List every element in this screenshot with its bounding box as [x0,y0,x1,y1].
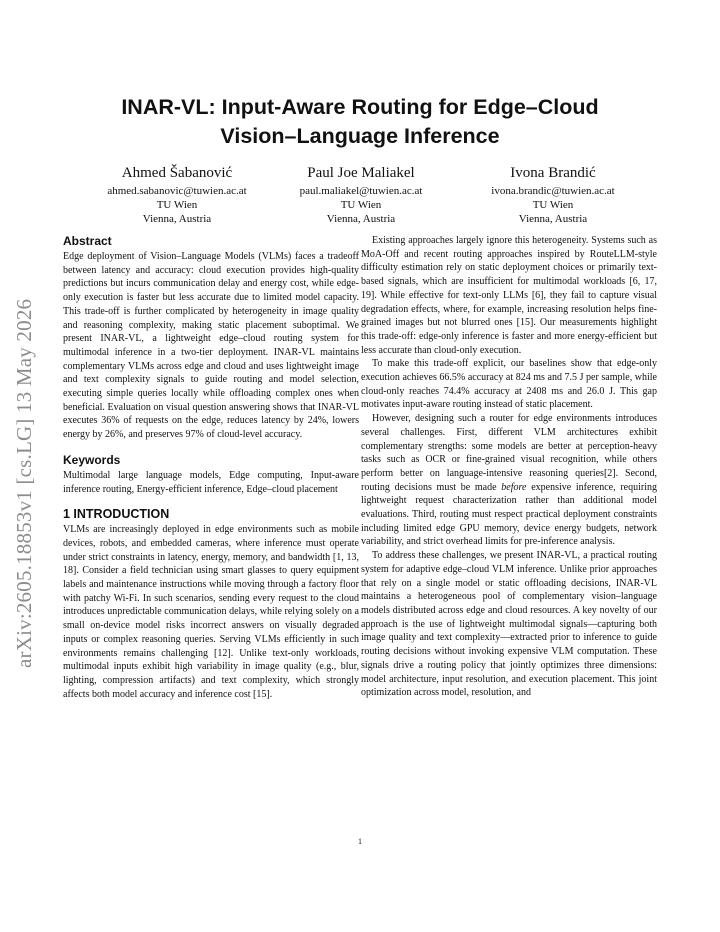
introduction-heading: 1 INTRODUCTION [63,507,170,522]
arxiv-identifier: arXiv:2605.18853v1 [cs.LG] 13 May 2026 [12,298,36,668]
emphasized-word: before [501,481,527,493]
left-column [63,234,359,701]
page-number: 1 [358,837,362,846]
paper-title [60,93,660,151]
author-block [256,164,466,226]
keywords-heading: Keywords [63,452,121,467]
author-email: ahmed.sabanovic@tuwien.ac.at [107,185,247,197]
author-block [448,164,658,226]
author-location: Vienna, Austria [142,213,212,225]
author-email: paul.maliakel@tuwien.ac.at [299,185,423,197]
author-name: Paul Joe Maliakel [307,165,415,181]
paper-title-line-2: Vision–Language Inference [220,124,500,148]
author-affiliation: TU Wien [340,199,382,211]
author-affiliation: TU Wien [156,199,198,211]
body-paragraph [361,412,657,549]
abstract-heading: Abstract [63,234,112,248]
author-location: Vienna, Austria [326,213,396,225]
author-location: Vienna, Austria [518,213,588,225]
body-paragraph: Existing approaches largely ignore this heterogeneity. Systems such as MoA-Off and recent routing approaches inspired by RouteLLM-style difficulty estimation rely on static deployment choices or primarily text-based signals, which are insufficient for multimodal workloads [6, 17, 19]. While effective for text-only LLMs [6], they fail to capture visual degradation effects, where, for example, increasing resolution helps fine-grained images but not blurred ones [15]. Our measurements highlight this trade-off: edge-only inference is faster and more energy-efficient but less accurate than cloud-only execution. [361,235,657,356]
paragraph-text: However, designing such a router for edge environments introduces several challenges. First, different VLM architectures exhibit complementary strengths: some models are better at perception-heavy tasks such as OCR or fine-grained visual recognition, while others perform better on language-intensive reasoning queries[2]. Second, routing decisions must be made [361,413,657,493]
right-column [361,234,657,700]
author-name: Ivona Brandić [510,165,596,181]
paper-title-line-1: INAR-VL: Input-Aware Routing for Edge–Cloud [121,95,599,119]
author-name: Ahmed Šabanović [121,165,233,181]
abstract-text: Edge deployment of Vision–Language Models (VLMs) faces a tradeoff between latency and accuracy: cloud execution provides high-quality predictions but incurs communication delay and energy cost, while edge-only execution is faster but less accurate due to limited model capacity. This trade-off is further complicated by heterogeneity in image quality and reasoning complexity, making static placement suboptimal. We present INAR-VL, a lightweight edge–cloud routing system for multimodal inference in a two-tier deployment. INAR-VL maintains complementary VLMs across edge and cloud and uses lightweight image and text complexity signals to guide routing and model selection, executing simple queries locally while offloading complex ones when beneficial. Evaluation on visual question answering shows that INAR-VL executes 36% of requests on the edge, reduces latency by 24%, lowers energy by 26%, and preserves 97% of cloud-level accuracy. [63,251,359,441]
keywords-text: Multimodal large language models, Edge computing, Input-aware inference routing, Energy-efficient inference, Edge–cloud placement [63,469,359,495]
author-affiliation: TU Wien [532,199,574,211]
paragraph-text: expensive inference, requiring lightweight request characterization rather than additional model evaluations. Third, routing must respect practical deployment constraints including limited edge GPU memory, device energy budgets, network variability, and strict overhead limits for pre-inference analysis. [361,481,657,548]
body-paragraph: To make this trade-off explicit, our baselines show that edge-only execution achieves 66.5% accuracy at 824 ms and 7.5 J per sample, while cloud-only reaches 74.4% accuracy at 2408 ms and 26.0 J. This gap motivates input-aware routing instead of static placement. [361,358,657,411]
author-email: ivona.brandic@tuwien.ac.at [491,185,615,197]
introduction-paragraph: VLMs are increasingly deployed in edge environments such as mobile devices, robots, and embedded cameras, where inference must operate under strict constraints in latency, energy, memory, and bandwidth [1, 13, 18]. Consider a field technician using smart glasses to query equipment labels and maintenance instructions while moving through a factory floor with patchy Wi-Fi. In such scenarios, sending every request to the cloud introduces unpredictable communication delays, while relying solely on a small on-device model risks incorrect answers on visually degraded inputs or complex reasoning queries. Serving VLMs efficiently in such environments remains challenging [12]. Unlike text-only workloads, multimodal inputs exhibit high variability in image quality (e.g., blur, lighting, compression artifacts) and text complexity, which strongly affects both model accuracy and inference cost [15]. [63,524,359,700]
body-paragraph: To address these challenges, we present INAR-VL, a practical routing system for adaptive edge–cloud VLM inference. Unlike prior approaches that rely on a single model or static offloading decisions, INAR-VL maintains a heterogeneous pool of complementary vision–language models distributed across edge and cloud resources. A key novelty of our approach is the use of lightweight multimodal signals—capturing both image quality and text complexity—extracted prior to inference to guide routing decisions without invoking expensive VLM computation. These signals drive a routing policy that jointly optimizes three dimensions: model architecture, input resolution, and execution placement. This joint optimization across model, resolution, and [361,550,657,699]
author-block [72,164,282,226]
